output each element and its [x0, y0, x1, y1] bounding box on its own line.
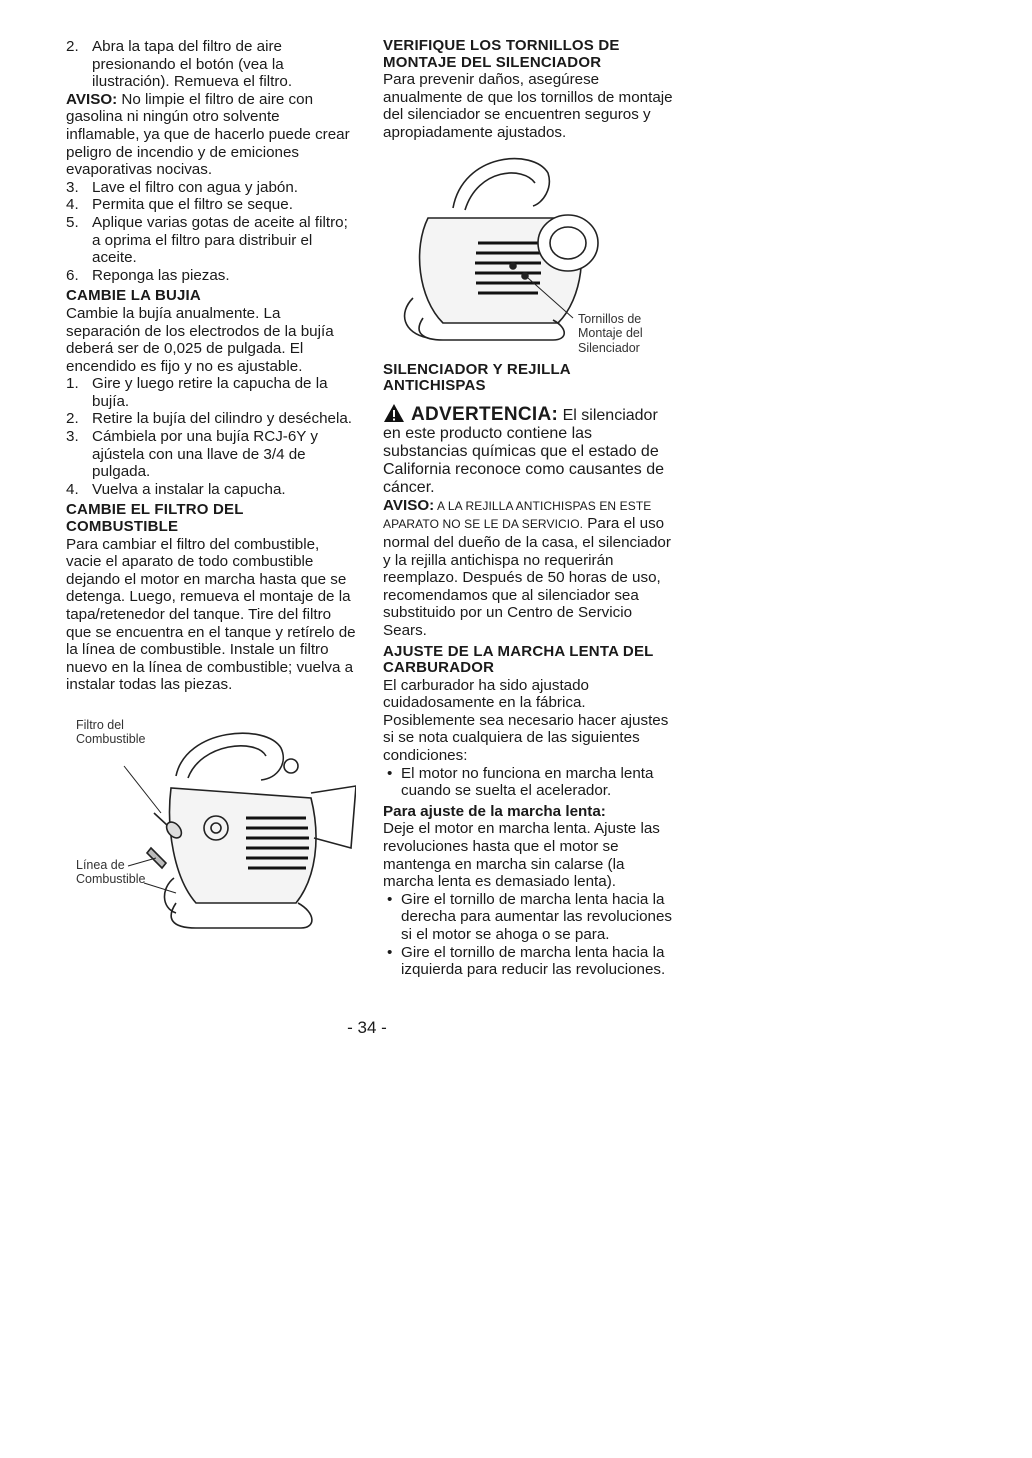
ajuste-paragraph: Deje el motor en marcha lenta. Ajuste las revoluciones hasta que el motor se mantenga en marcha sin calarse (la marcha lenta es demasiado lenta). — [383, 820, 660, 891]
step-number: 1. — [66, 375, 79, 393]
list-item — [66, 196, 356, 214]
air-filter-steps — [66, 179, 356, 285]
air-filter-steps-start — [66, 38, 356, 91]
carburador-paragraph: El carburador ha sido ajustado cuidadosamente en la fábrica. Posiblemente sea necesario hacer ajustes si se nota cualquiera de las siguientes condiciones: — [383, 676, 669, 765]
bullet: • — [387, 890, 393, 908]
step-number: 2. — [66, 410, 79, 428]
step-text: Gire y luego retire la capucha de la bujía. — [92, 375, 328, 410]
list-item — [66, 179, 356, 197]
aviso-paragraph — [66, 91, 356, 179]
ajuste-bullets — [383, 891, 673, 979]
bullet-text: El motor no funciona en marcha lenta cuando se suelta el acelerador. — [401, 764, 654, 800]
step-number: 3. — [66, 178, 79, 196]
advertencia-label: ADVERTENCIA: — [411, 403, 559, 425]
list-item — [66, 214, 356, 267]
warning-triangle-icon — [383, 403, 405, 423]
bujia-paragraph: Cambie la bujía anualmente. La separación de los electrodos de la bujía deberá ser de 0,025 de pulgada. El encendido es fijo y no es ajustable. — [66, 304, 334, 375]
fuel-line-label: Línea de Combustible — [76, 857, 146, 887]
muffler-screws-label: Tornillos de Montaje del Silenciador — [578, 311, 643, 355]
filtro-paragraph: Para cambiar el filtro del combustible, vacie el aparato de todo combustible dejando el motor en marcha hasta que se detenga. Luego, remueva el montaje de la tapa/retenedor del tanque. Tire del filtro que se encuentra en el tanque y retírelo de la línea de combustible. Instale un filtro nuevo en la línea de combustible; vuelva a instalar todas las piezas. — [66, 535, 356, 694]
carburador-conditions — [383, 765, 673, 800]
blower-drawing — [66, 718, 356, 938]
bullet: • — [387, 764, 393, 782]
step-number: 6. — [66, 266, 79, 284]
fuel-filter-illustration — [66, 718, 356, 938]
bujia-steps — [66, 375, 356, 498]
ajuste-heading: Para ajuste de la marcha lenta: — [383, 802, 606, 820]
muffler-illustration — [383, 148, 673, 358]
filtro-heading: CAMBIE EL FILTRO DEL COMBUSTIBLE — [66, 501, 244, 536]
aviso-rejilla-paragraph — [383, 497, 673, 640]
step-text: Aplique varias gotas de aceite al filtro; a oprima el filtro para distribuir el aceite. — [92, 213, 348, 267]
step-text: Cámbiela por una bujía RCJ-6Y y ajústela con una llave de 3/4 de pulgada. — [92, 428, 318, 481]
aviso-label: AVISO: — [383, 496, 435, 514]
aviso-text: No limpie el filtro de aire con gasolina ni ningún otro solvente inflamable, ya que de hacerlo puede crear peligro de incendio y de emiciones evaporativas nocivas. — [66, 90, 350, 179]
carburador-heading: AJUSTE DE LA MARCHA LENTA DEL CARBURADOR — [383, 642, 654, 677]
list-item — [66, 410, 356, 428]
step-text: Lave el filtro con agua y jabón. — [92, 178, 299, 196]
tornillos-heading: VERIFIQUE LOS TORNILLOS DE MONTAJE DEL SILENCIADOR — [383, 37, 620, 71]
step-text: Vuelva a instalar la capucha. — [92, 480, 286, 498]
list-item — [383, 891, 673, 944]
page-number: - 34 - — [347, 1018, 387, 1037]
step-number: 5. — [66, 213, 79, 231]
step-text: Abra la tapa del filtro de aire presionando el botón (vea la ilustración). Remueva el filtro. — [92, 38, 293, 91]
bujia-heading: CAMBIE LA BUJIA — [66, 287, 201, 305]
bullet: • — [387, 943, 393, 961]
list-item — [383, 944, 673, 979]
fuel-filter-label: Filtro del Combustible — [76, 717, 146, 747]
bullet-text: Gire el tornillo de marcha lenta hacia la izquierda para reducir las revoluciones. — [401, 943, 666, 979]
list-item — [383, 765, 673, 800]
step-number: 4. — [66, 196, 79, 214]
step-number: 4. — [66, 480, 79, 498]
left-column — [66, 38, 356, 938]
step-text: Reponga las piezas. — [92, 266, 230, 284]
bullet-text: Gire el tornillo de marcha lenta hacia la derecha para aumentar las revoluciones si el motor se ahoga o se para. — [401, 890, 673, 943]
list-item — [66, 428, 356, 481]
advertencia-text: El silenciador en este producto contiene las substancias químicas que el estado de California reconoce como causantes de cáncer. — [383, 406, 665, 496]
list-item — [66, 38, 356, 91]
list-item — [66, 375, 356, 410]
advertencia-paragraph — [383, 403, 673, 497]
aviso-text: Para el uso normal del dueño de la casa, el silenciador y la rejilla antichispa no requerirán reemplazo. Después de 50 horas de uso, recomendamos que al silenciador sea substituido por un Centro de Servicio Sears. — [383, 515, 671, 639]
aviso-caps-text: A LA REJILLA ANTICHISPAS EN ESTE APARATO NO SE LE DA SERVICIO. — [383, 498, 652, 532]
step-number: 3. — [66, 428, 79, 446]
aviso-label: AVISO: — [66, 90, 118, 108]
list-item — [66, 481, 356, 499]
step-number: 2. — [66, 38, 79, 55]
silenciador-heading: SILENCIADOR Y REJILLA ANTICHISPAS — [383, 360, 571, 395]
list-item — [66, 267, 356, 285]
tornillos-paragraph: Para prevenir daños, asegúrese anualmente de que los tornillos de montaje del silenciador se encuentren seguros y apropiadamente ajustados. — [383, 71, 673, 141]
step-text: Retire la bujía del cilindro y deséchela. — [92, 410, 353, 428]
right-column — [383, 38, 673, 979]
step-text: Permita que el filtro se seque. — [92, 196, 293, 214]
